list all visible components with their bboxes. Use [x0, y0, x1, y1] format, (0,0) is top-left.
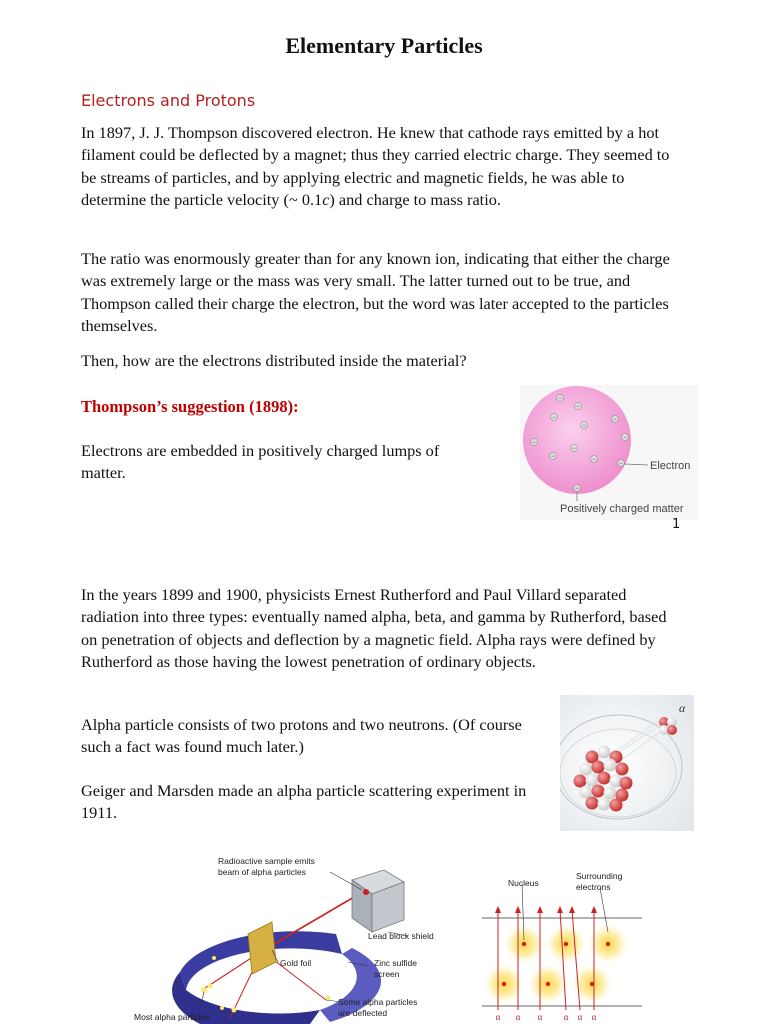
page-title: Elementary Particles [285, 33, 483, 58]
radioactive-source [363, 889, 369, 895]
paragraph-charge-ratio: The ratio was enormously greater than for any known ion, indicating that either the charge was extremely large or the mass was very small. The latter turned out to be true, and Thompson called their charge the electron, but the word was later accepted to the particles themselves. [81, 249, 670, 336]
electron-sign: − [576, 404, 580, 410]
zinc-screen-label: screen [374, 969, 400, 979]
alpha-symbol: α [537, 1012, 543, 1022]
electron-sign: − [575, 486, 579, 492]
nucleus-label: Nucleus [508, 878, 539, 888]
electron-sign: − [551, 454, 555, 460]
alpha-symbol: α [679, 701, 686, 715]
source-label: Radioactive sample emits [218, 856, 315, 866]
lead-shield-label: Lead block shield [368, 931, 434, 941]
matter-label: Positively charged matter [560, 503, 684, 515]
section-heading-electrons-protons: Electrons and Protons [81, 91, 256, 110]
alpha-symbol: α [591, 1012, 597, 1022]
paragraph-thompson-text-end: ) and charge to mass ratio. [329, 190, 501, 210]
atoms [484, 924, 628, 1004]
thompson-suggestion-heading: Thompson’s suggestion (1898): [81, 397, 299, 416]
deflected-label: Some alpha particles [338, 997, 418, 1007]
zinc-screen-label: Zinc sulfide [374, 958, 417, 968]
plum-pudding-figure [520, 385, 698, 520]
surrounding-electrons-label: Surrounding [576, 871, 623, 881]
electron-sign: − [582, 423, 586, 429]
alpha-symbol: α [495, 1012, 501, 1022]
speed-of-light-symbol: c [322, 190, 330, 210]
gold-foil-label: Gold foil [280, 958, 312, 968]
electron-sign: − [558, 396, 562, 402]
electron-sign: − [572, 446, 576, 452]
most-particles-label: Most alpha particles [134, 1012, 210, 1022]
paragraph-rutherford: In the years 1899 and 1900, physicists Ernest Rutherford and Paul Villard separated radiation into three types: eventually named alpha, beta, and gamma by Rutherford, based on penetration of objects and deflection by a magnetic field. Alpha rays were defined by Rutherford as those having the lowest penetration of ordinary objects. [81, 585, 667, 672]
paragraph-geiger-marsden: Geiger and Marsden made an alpha particle scattering experiment in 1911. [81, 781, 527, 823]
page-number: 1 [672, 517, 681, 532]
alpha-arrowheads [495, 906, 597, 913]
electron-sign: − [613, 417, 617, 423]
paragraph-question: Then, how are the electrons distributed inside the material? [81, 351, 467, 370]
alpha-emission-figure [560, 695, 694, 831]
alpha-symbol: α [563, 1012, 569, 1022]
alpha-symbol: α [515, 1012, 521, 1022]
electron-label: Electron [650, 460, 691, 472]
paragraph-thompson-discovery [81, 122, 681, 212]
scattering-apparatus-figure [130, 850, 450, 1024]
source-label: beam of alpha particles [218, 867, 306, 877]
paragraph-alpha-particle: Alpha particle consists of two protons and two neutrons. (Of course such a fact was found much later.) [81, 715, 522, 757]
electron-sign: − [619, 461, 623, 467]
electron-sign: − [592, 457, 596, 463]
electron-sign: − [623, 435, 627, 441]
thompson-suggestion-text: Electrons are embedded in positively charged lumps of matter. [81, 441, 440, 483]
gold-foil [248, 922, 276, 974]
deflected-label: are deflected [338, 1008, 388, 1018]
electron-sign: − [552, 415, 556, 421]
nucleus-lattice-figure [482, 862, 642, 1024]
paragraph-thompson-text: In 1897, J. J. Thompson discovered electron. He knew that cathode rays emitted by a hot filament could be deflected by a magnet; thus they carried electric charge. They seemed to be streams of particles, and by applying electric and magnetic fields, he was able to determine the particle velocity (~ 0.1 [81, 123, 670, 210]
surrounding-electrons-label: electrons [576, 882, 611, 892]
alpha-symbol: α [577, 1012, 583, 1022]
electron-sign: − [532, 440, 536, 446]
positive-matter-sphere [523, 386, 631, 494]
